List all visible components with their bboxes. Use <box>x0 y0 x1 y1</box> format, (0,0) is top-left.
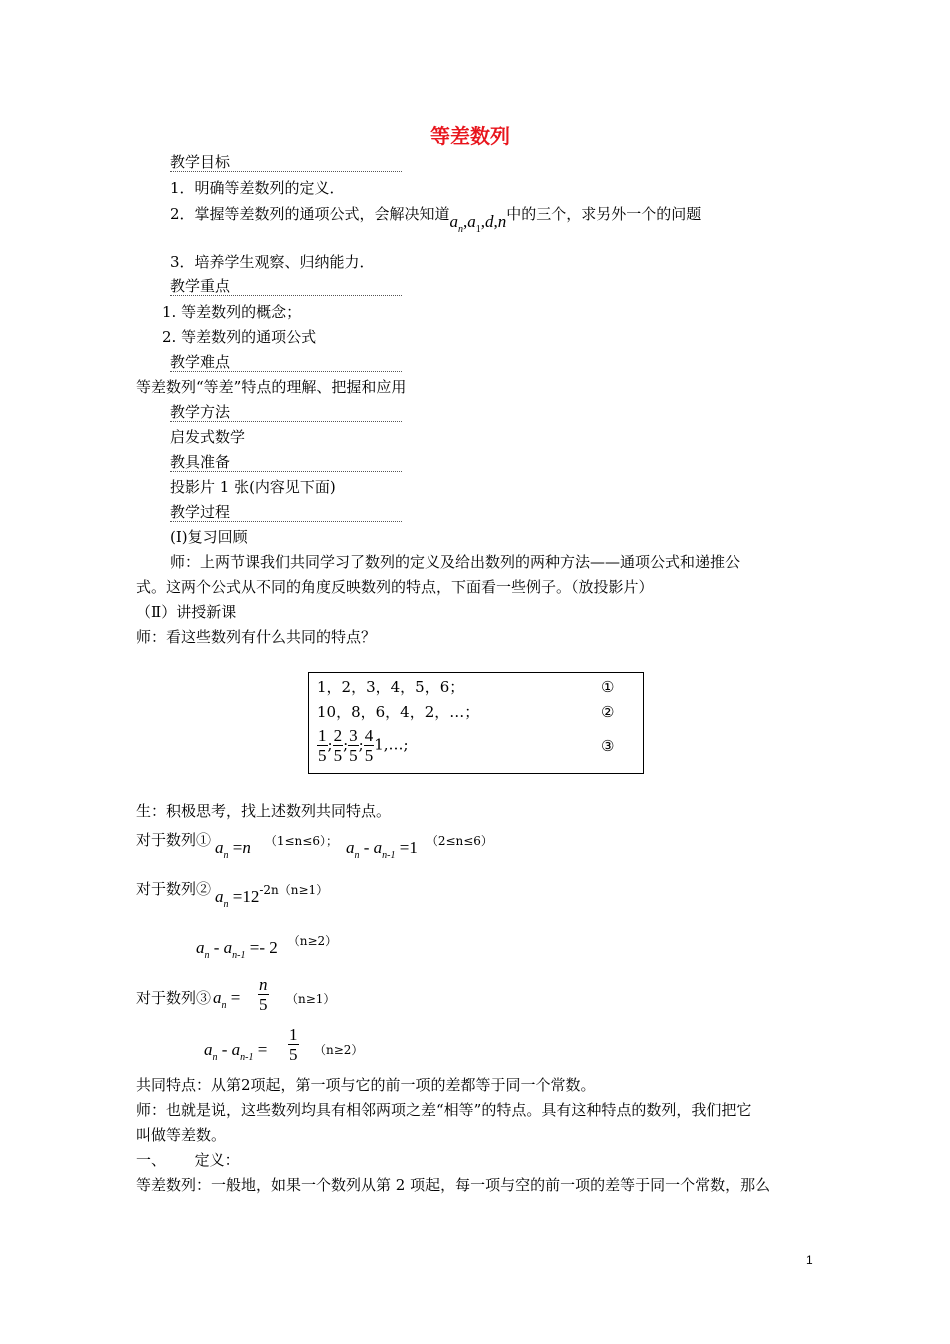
seq1-line <box>136 830 493 861</box>
seq1-cond-1: （1≤n≤6）； <box>264 834 338 848</box>
seq3-line <box>136 988 240 1016</box>
goal-2-pre: 2．掌握等差数列的通项公式，会解决知道 <box>170 205 450 223</box>
key-point-2: 2. 等差数列的通项公式 <box>162 328 317 346</box>
seq1-label: 对于数列① <box>136 831 212 849</box>
seq1-cond-2: （2≤n≤6） <box>425 834 493 848</box>
seq3-fraction-2: $\frac{1}{5}$ <box>289 1025 298 1064</box>
heading-process: 教学过程 <box>170 502 402 522</box>
projection-box <box>308 672 644 774</box>
fraction-1: $\frac{1}{5}$ <box>318 726 327 765</box>
difficulty-text: 等差数列“等差”特点的理解、把握和应用 <box>136 378 407 396</box>
goal-2-post: 中的三个，求另外一个的问题 <box>506 205 702 223</box>
teacher-line-3a: 师：也就是说，这些数列均具有相邻两项之差“相等”的特点。具有这种特点的数列，我们把它 <box>136 1101 752 1119</box>
goal-2-formula: $a_n,a_1,d,n$ <box>449 212 507 235</box>
new-lesson-heading: （Ⅱ）讲授新课 <box>136 603 237 621</box>
student-line: 生：积极思考，找上述数列共同特点。 <box>136 802 392 820</box>
seq2-line-2 <box>196 930 338 961</box>
teacher-line-1b: 式。这两个公式从不同的角度反映数列的特点，下面看一些例子。（放投影片） <box>136 578 654 596</box>
seq3-formula-1: $a_n$ = <box>213 988 241 1011</box>
circle-2: ② <box>601 703 615 721</box>
box-row-3: $\frac{1}{5}$ ; $\frac{2}{5}$ ; $\frac{3}{5}$ ; $\frac{4}{5}$ 1,…; <box>318 726 409 765</box>
circle-3: ③ <box>601 737 615 755</box>
heading-tools: 教具准备 <box>170 452 402 472</box>
seq2-line <box>136 879 329 910</box>
teacher-line-2: 师：看这些数列有什么共同的特点？ <box>136 628 377 646</box>
goal-3: 3．培养学生观察、归纳能力． <box>170 253 375 271</box>
box-row-1: 1，2，3，4，5，6； <box>317 678 465 696</box>
page-title: 等差数列 <box>430 124 510 148</box>
definition-text: 等差数列：一般地，如果一个数列从第 2 项起，每一项与空的前一项的差等于同一个常数，那么 <box>136 1176 771 1194</box>
seq3-fraction-1: $\frac{n}{5}$ <box>259 975 268 1014</box>
seq3-line-2 <box>204 1040 267 1068</box>
box-row-2: 10，8，6，4，2，…； <box>317 703 480 721</box>
heading-methods: 教学方法 <box>170 402 402 422</box>
review-heading: (I)复习回顾 <box>170 528 248 546</box>
definition-heading: 一、 定义： <box>136 1151 240 1169</box>
seq3-label: 对于数列③ <box>136 989 212 1007</box>
seq2-label: 对于数列② <box>136 880 212 898</box>
fraction-3: $\frac{3}{5}$ <box>349 726 358 765</box>
seq1-formula-1: $a_n =n$ <box>215 838 251 861</box>
key-point-1: 1. 等差数列的概念； <box>162 303 302 321</box>
fraction-4: $\frac{4}{5}$ <box>364 726 374 765</box>
seq2-tail: -2n（n≥1） <box>259 883 329 897</box>
seq3-cond-1: （n≥1） <box>286 992 336 1006</box>
goal-2 <box>170 204 702 235</box>
seq2-cond-2: （n≥2） <box>287 934 338 948</box>
box-row-3-tail: 1,…; <box>374 735 409 754</box>
heading-key-points: 教学重点 <box>170 276 402 296</box>
method-text: 启发式数学 <box>170 428 246 446</box>
common-feature: 共同特点：从第2项起，第一项与它的前一项的差都等于同一个常数。 <box>136 1076 596 1094</box>
heading-goals: 教学目标 <box>170 152 402 172</box>
seq3-cond-2: （n≥2） <box>314 1043 364 1057</box>
seq2-formula-1: $a_n =12$ <box>215 887 260 910</box>
seq1-formula-2: $a_n - a_{n-1} =1$ <box>345 838 418 861</box>
seq2-formula-2: $a_n - a_{n-1} =- 2$ <box>196 938 278 961</box>
teacher-line-1a: 师：上两节课我们共同学习了数列的定义及给出数列的两种方法——通项公式和递推公 <box>170 553 741 571</box>
heading-difficulties: 教学难点 <box>170 352 402 372</box>
teacher-line-3b: 叫做等差数。 <box>136 1126 227 1144</box>
fraction-2: $\frac{2}{5}$ <box>333 726 343 765</box>
goal-1: 1．明确等差数列的定义． <box>170 179 345 197</box>
tools-text: 投影片 1 张(内容见下面) <box>170 478 336 496</box>
page-number: 1 <box>806 1253 813 1267</box>
circle-1: ① <box>601 678 615 696</box>
seq3-formula-2: $a_n - a_{n-1}$ = <box>204 1040 268 1063</box>
